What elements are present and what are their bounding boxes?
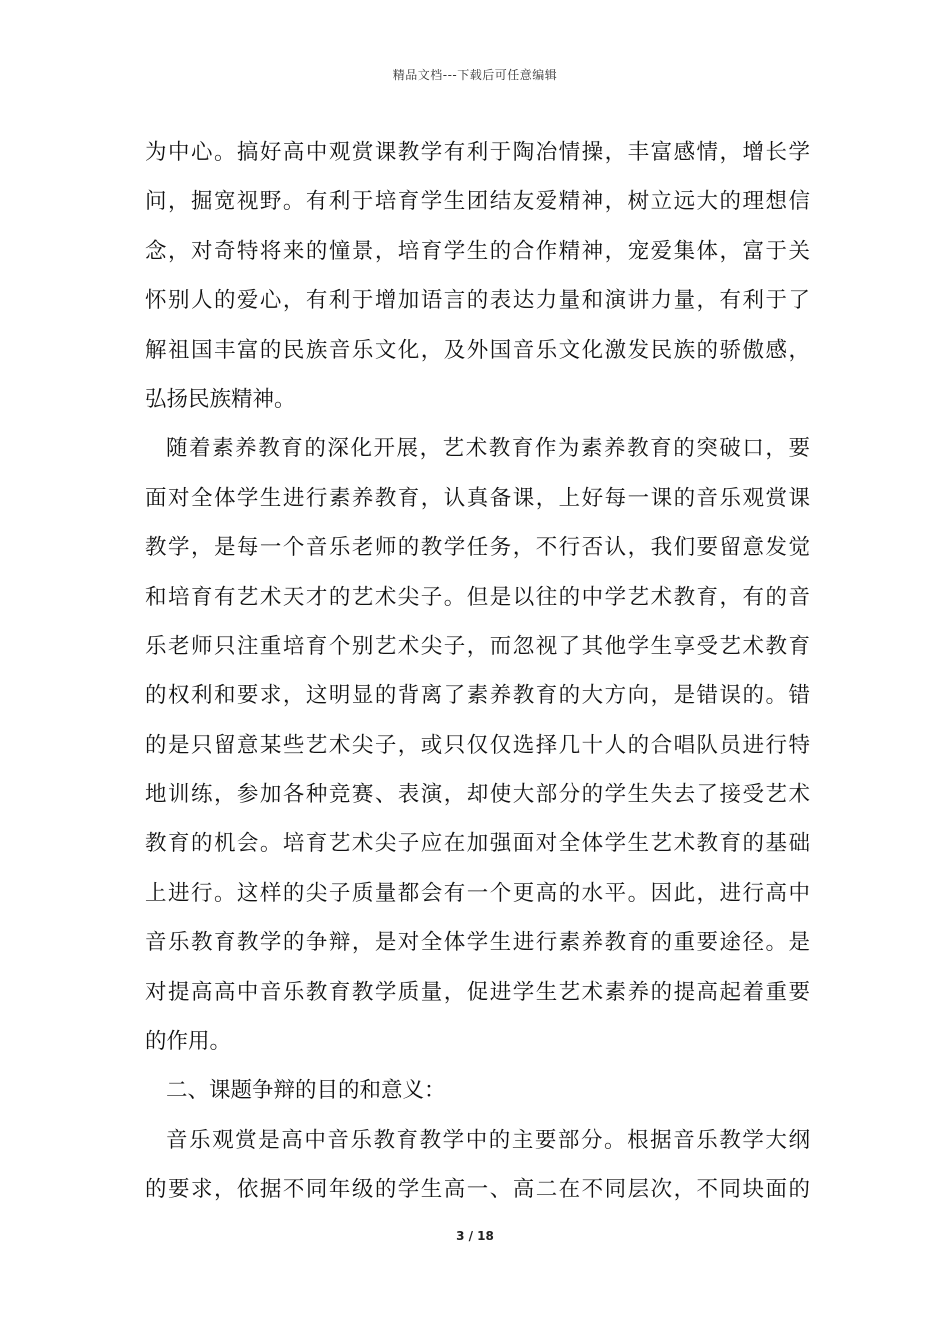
text-line: 地训练，参加各种竞赛、表演，却使大部分的学生失去了接受艺术: [145, 782, 810, 808]
page-number: 3 / 18: [456, 1229, 494, 1243]
text-line: 怀别人的爱心，有利于增加语言的表达力量和演讲力量，有利于了: [145, 288, 810, 314]
text-line: 上进行。这样的尖子质量都会有一个更高的水平。因此，进行高中: [145, 880, 810, 906]
text-line: 对提高高中音乐教育教学质量，促进学生艺术素养的提高起着重要: [145, 979, 810, 1005]
document-body: [145, 128, 810, 1215]
text-line: 的权利和要求，这明显的背离了素养教育的大方向，是错误的。错: [145, 683, 810, 709]
text-line: 音乐观赏是高中音乐教育教学中的主要部分。根据音乐教学大纲: [166, 1127, 810, 1153]
text-line: 的作用。: [145, 1029, 232, 1055]
text-line: 为中心。搞好高中观赏课教学有利于陶冶情操，丰富感情，增长学: [145, 140, 810, 165]
text-line: 面对全体学生进行素养教育，认真备课，上好每一课的音乐观赏课: [145, 485, 810, 511]
text-line: 的要求，依据不同年级的学生高一、高二在不同层次，不同块面的: [145, 1177, 810, 1203]
text-line: 乐老师只注重培育个别艺术尖子，而忽视了其他学生享受艺术教育: [145, 633, 810, 659]
text-line: 随着素养教育的深化开展，艺术教育作为素养教育的突破口，要: [166, 436, 810, 462]
page-header: 精品文档---下载后可任意编辑: [392, 68, 558, 82]
text-line: 和培育有艺术天才的艺术尖子。但是以往的中学艺术教育，有的音: [145, 584, 810, 610]
text-line: 念，对奇特将来的憧景，培育学生的合作精神，宠爱集体，富于关: [145, 238, 810, 264]
text-line: 音乐教育教学的争辩，是对全体学生进行素养教育的重要途径。是: [145, 930, 810, 956]
text-line: 问，掘宽视野。有利于培育学生团结友爱精神，树立远大的理想信: [145, 189, 810, 215]
text-line: 弘扬民族精神。: [145, 386, 296, 412]
text-line: 教育的机会。培育艺术尖子应在加强面对全体学生艺术教育的基础: [145, 831, 810, 857]
text-line: 的是只留意某些艺术尖子，或只仅仅选择几十人的合唱队员进行特: [145, 732, 810, 758]
section-heading: 二、课题争辩的目的和意义：: [166, 1078, 446, 1104]
text-line: 解祖国丰富的民族音乐文化，及外国音乐文化激发民族的骄傲感，: [145, 337, 810, 363]
text-line: 教学，是每一个音乐老师的教学任务，不行否认，我们要留意发觉: [145, 535, 810, 561]
